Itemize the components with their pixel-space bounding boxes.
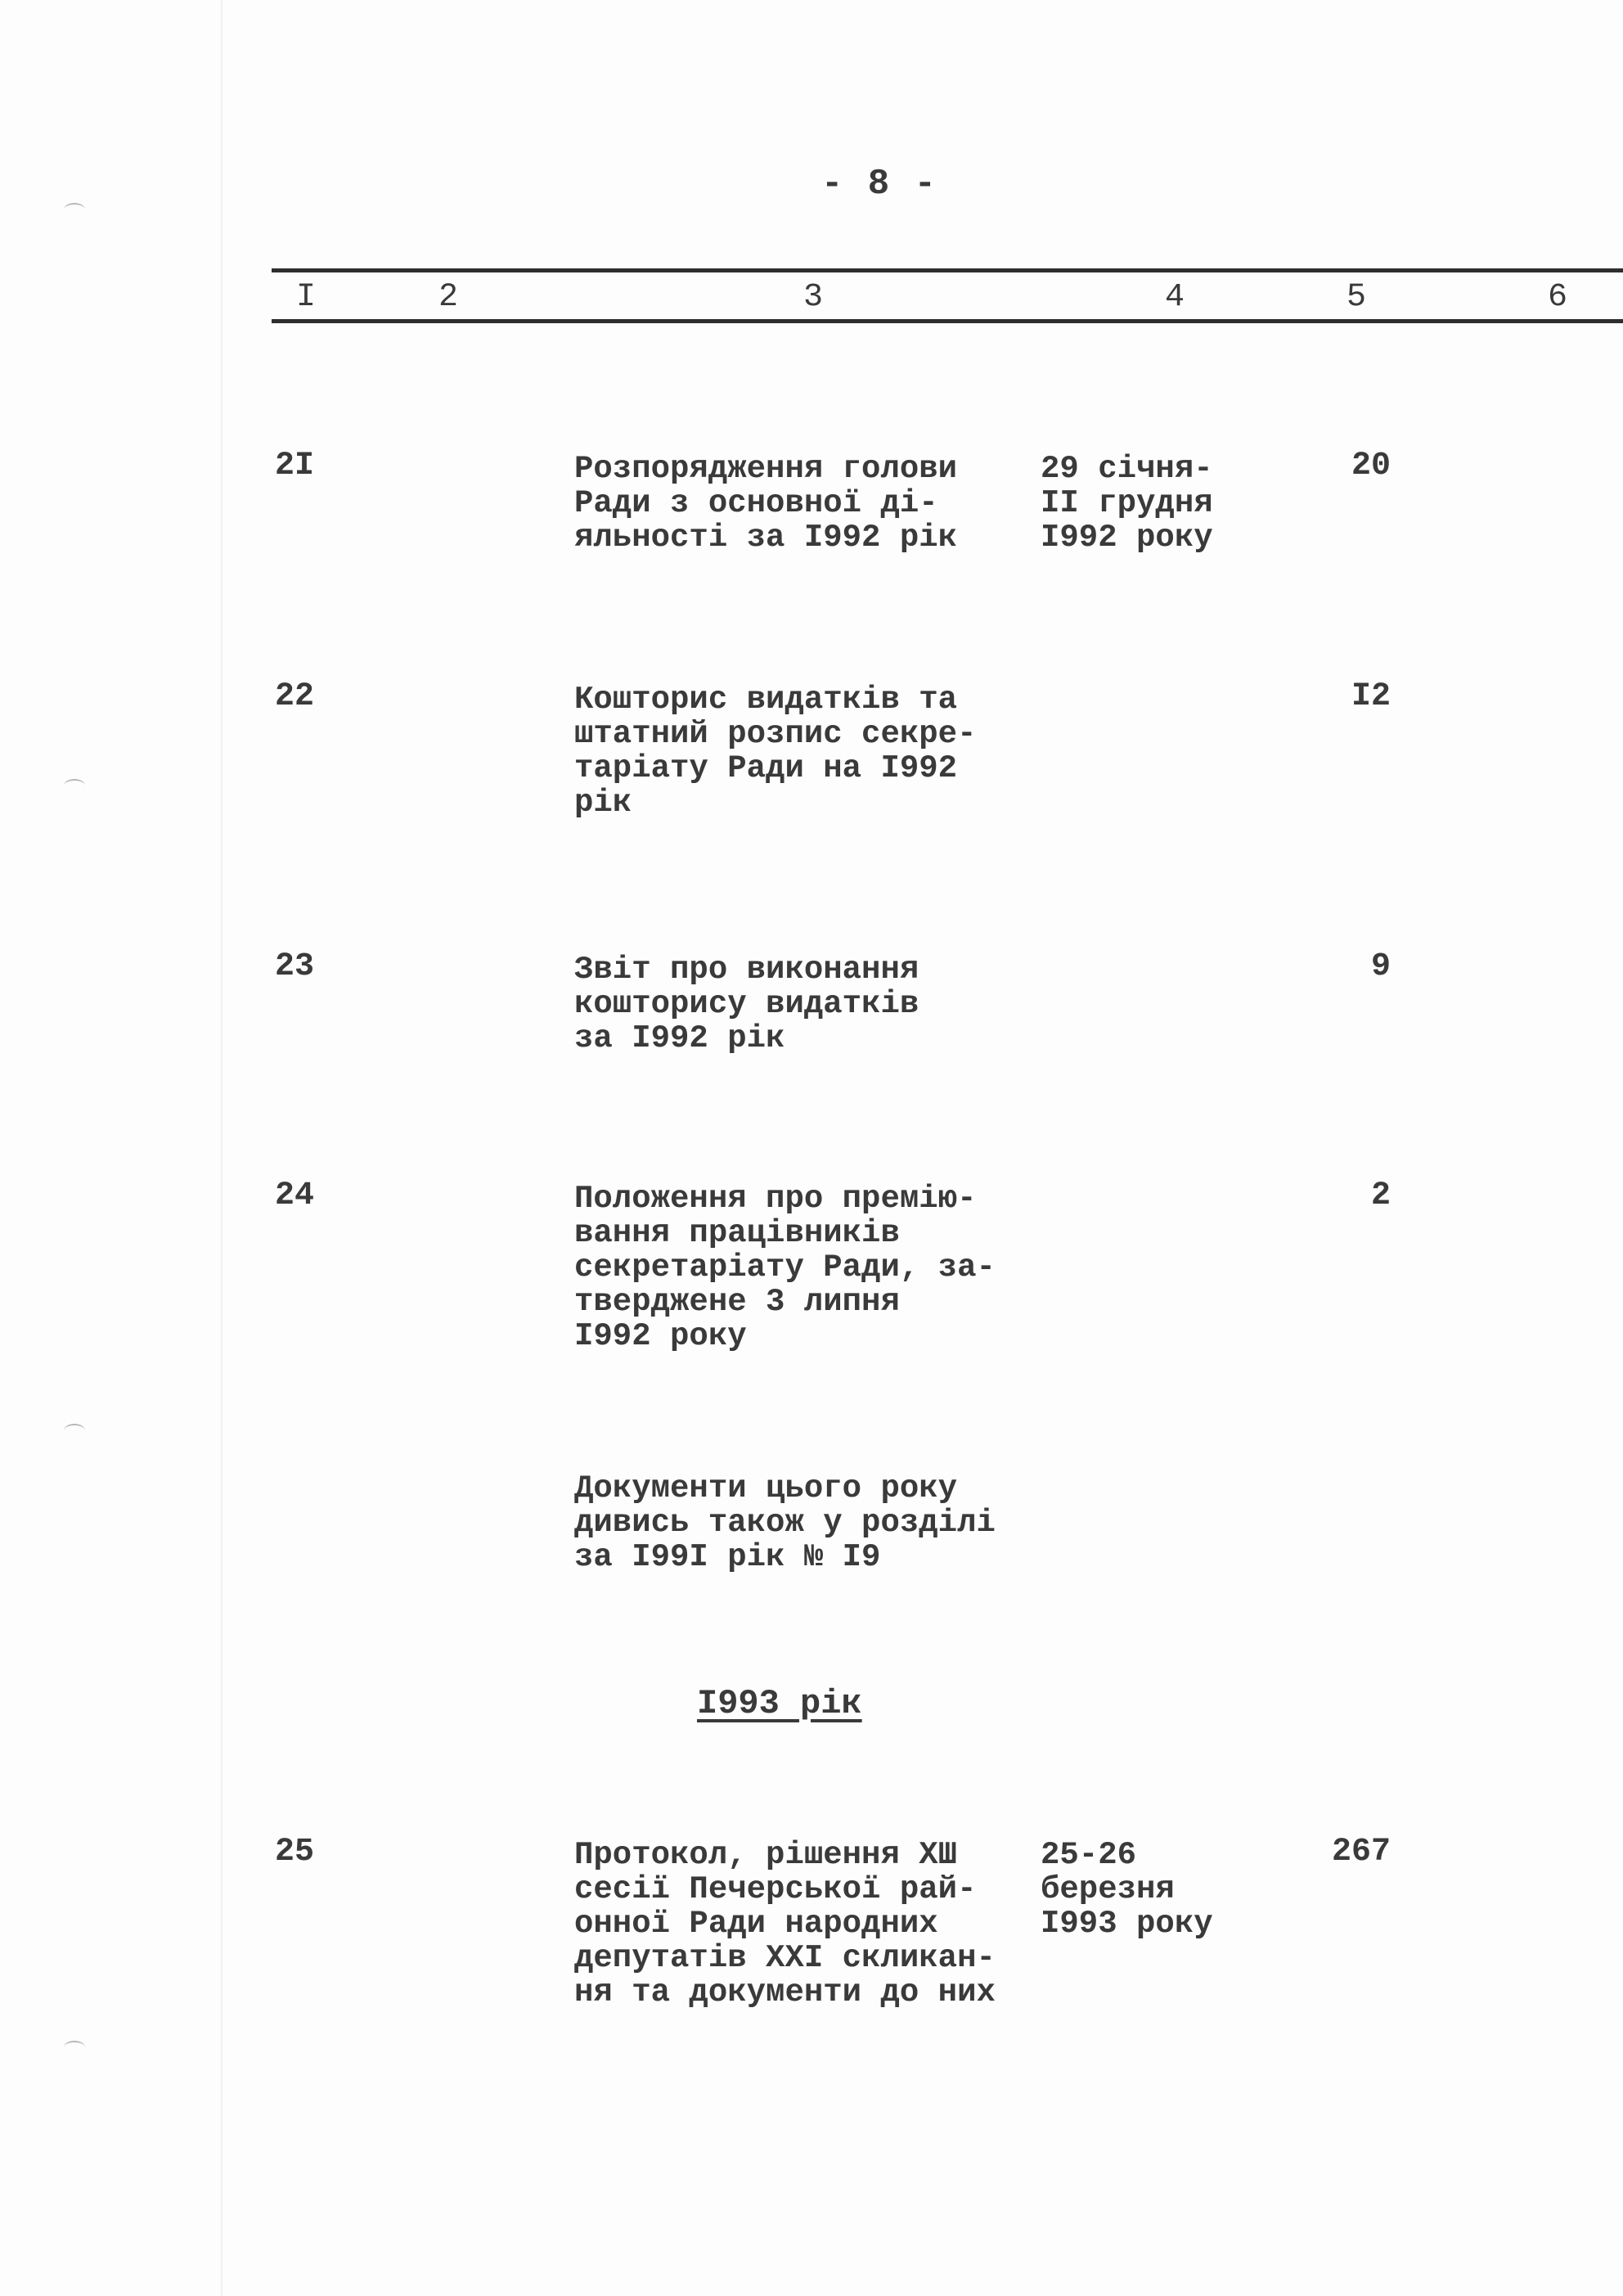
column-header-5: 5: [1347, 279, 1367, 316]
punch-hole-mark: [64, 1424, 85, 1437]
entry-sheet-count: 2: [1370, 1177, 1391, 1214]
page-number: - 8 -: [820, 164, 938, 205]
entry-sheet-count: 9: [1370, 948, 1391, 985]
entry-dates: 29 січня- II грудня I992 року: [1041, 451, 1213, 556]
column-header-3: 3: [803, 279, 824, 316]
entry-title: Положення про премію- вання працівників секретаріату Ради, за- тверджене 3 липня I992 року: [574, 1181, 996, 1354]
punch-hole-mark: [64, 203, 85, 216]
entry-sheet-count: I2: [1351, 678, 1391, 715]
punch-hole-mark: [64, 779, 85, 792]
entry-title: Кошторис видатків та штатний розпис секре- таріату Ради на I992 рік: [574, 682, 977, 821]
entry-sheet-count: 267: [1331, 1834, 1391, 1871]
section-year-heading: I993 рік: [697, 1684, 862, 1723]
header-rule-bottom: [272, 319, 1623, 323]
entry-number: 24: [275, 1177, 315, 1214]
punch-hole-mark: [64, 2041, 85, 2054]
entry-number: 2I: [275, 448, 315, 484]
entry-title: Протокол, рішення ХШ сесії Печерської рай- онної Ради народних депутатів ХХI скликан- ня та документи до них: [574, 1837, 996, 2010]
column-header-2: 2: [438, 279, 459, 316]
entry-number: 22: [275, 678, 315, 715]
entry-sheet-count: 20: [1351, 448, 1391, 484]
binder-edge: [221, 0, 223, 2296]
column-header-1: I: [296, 279, 317, 316]
entry-number: 25: [275, 1834, 315, 1871]
entry-number: 23: [275, 948, 315, 985]
header-rule-top: [272, 268, 1623, 272]
column-header-4: 4: [1165, 279, 1185, 316]
column-header-6: 6: [1548, 279, 1568, 316]
entry-dates: 25-26 березня I993 року: [1041, 1837, 1213, 1942]
entry-title: Звіт про виконання кошторису видатків за I992 рік: [574, 952, 919, 1056]
entry-title: Розпорядження голови Ради з основної ді- яльності за I992 рік: [574, 451, 958, 556]
cross-reference-note: Документи цього року дивись також у розділі за I99I рік № I9: [574, 1470, 996, 1575]
